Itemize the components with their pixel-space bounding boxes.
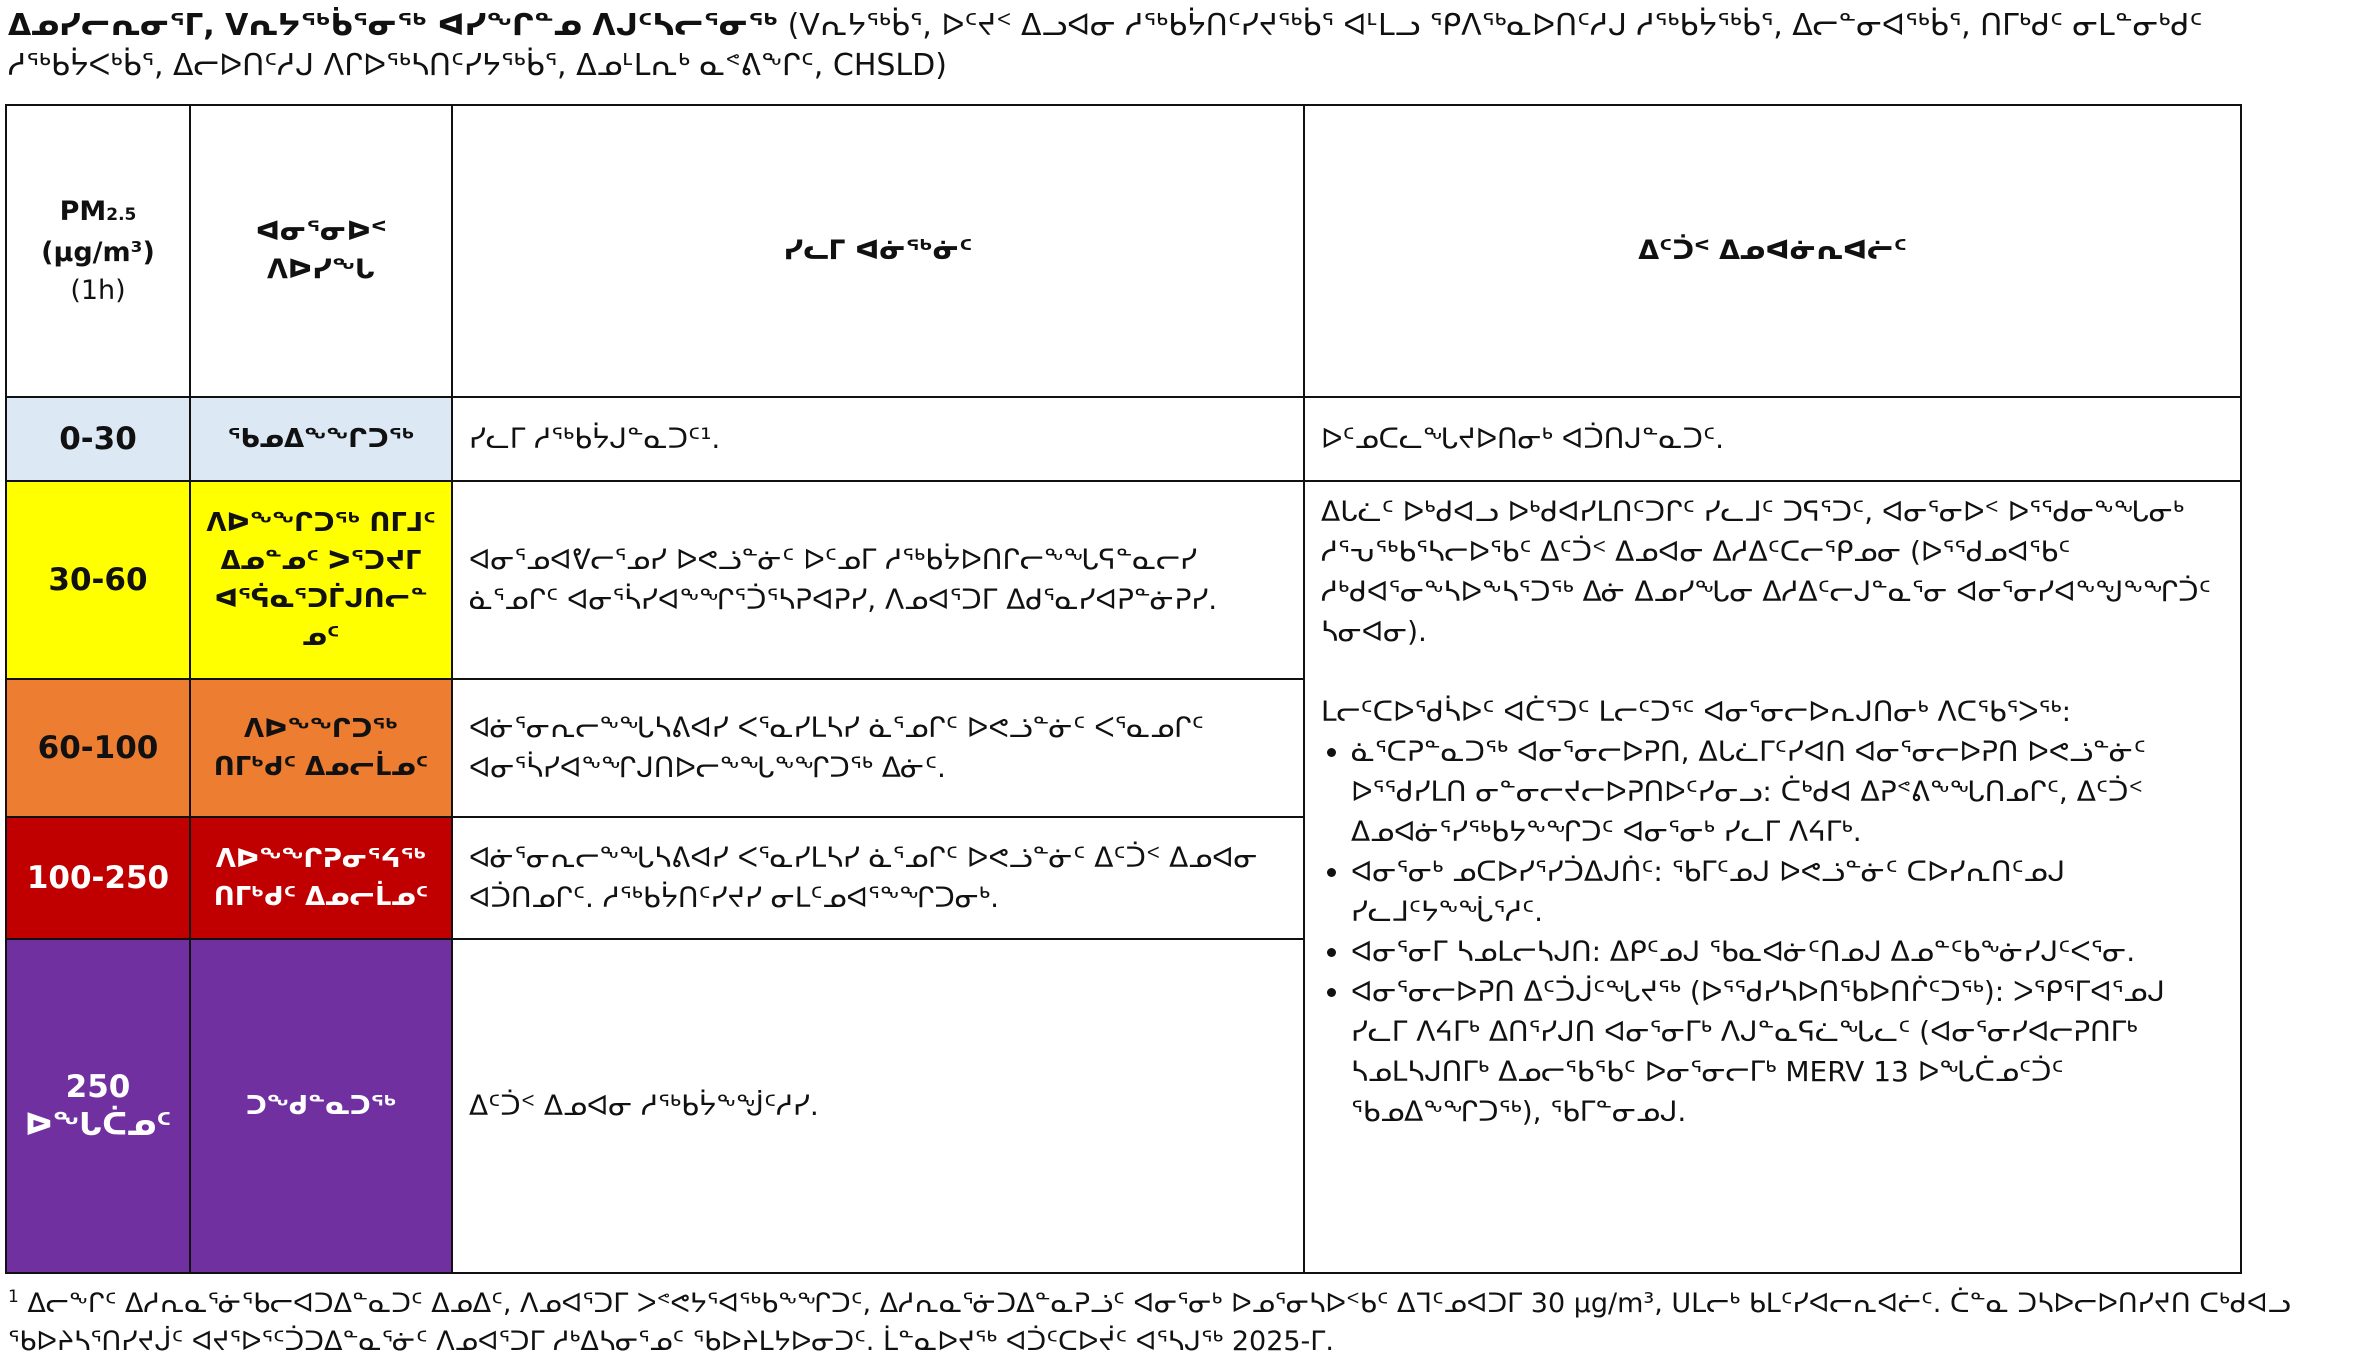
quality-cell: ᐱᐅᖕᖏᕈᓂᕐᔦᖅ ᑎᒥᒃᑯᑦ ᐃᓄᓕᒫᓄᑦ [190, 817, 452, 939]
air-quality-table [5, 104, 2242, 1274]
header-pm-label: PM [59, 195, 107, 227]
quality-cell: ᐱᐅᖕᖏᑐᖅ ᑎᒥᒃᑯᑦ ᐃᓄᓕᒫᓄᑦ [190, 679, 452, 817]
list-item: • ᐊᓂᕐᓂᒃ ᓄᑕᐅᓯᕐᓯᑑᐃᒍᑏᑦ: ᖃᒥᑦᓄᒍ ᐅᕙᓘᓐᓃᑦ ᑕᐅᓯᕆᑎᑦᓄᒍ ᓯᓚᒧᑦᔭᖕᖔᕐᓱᑦ. [1351, 852, 2224, 932]
header-row [6, 105, 2241, 397]
quality-cell: ᐱᐅᖕᖏᑐᖅ ᑎᒥᒧᑦ ᐃᓄᓐᓄᑦ ᐳᕐᑐᔪᒥ ᐊᕐᕌᓇᕐᑐᒦᒍᑎᓕᓐ ᓄᑦ [190, 481, 452, 679]
advice-paragraph: ᐃᒐᓛᑦ ᐅᒃᑯᐊᓗ ᐅᒃᑯᐊᓯᒪᑎᑦᑐᒋᑦ ᓯᓚᒧᑦ ᑐᕋᕐᑐᑦ, ᐊᓂᕐᓂᐅᑉ ᐅᕐᖁᓂᖕᖓᓂᒃ ᓱᕐᕃᖅᑲᕐᓴᓕᐅᕐᑲᑦ ᐃᑦᑑᑉ ᐃᓄᐊᓂ ᐃᓱᐃᑦᑕᓕᕐᑭᓄᓂ (ᐅᕐᖁᓄᐊᕐᑲᑦ ᓱᒃᑯᐊᕐᓂᖕᓴᐅᖕᓴᕐᑐᖅ ᐃᓃ ᐃᓄᓯᖓᓂ ᐃᓱᐃᑦᓕᒍᓐᓇᕐᓂ ᐊᓂᕐᓂᓯᐊᖕᖑᖕᖏᑑᑦ ᓴᓂᐊᓂ). [1321, 495, 2211, 648]
page-title [8, 6, 2358, 86]
range-cell: 250 ᐅᖓᑖᓄᑦ [6, 939, 190, 1273]
header-air-quality: ᐊᓂᕐᓂᐅᑉ ᐱᐅᓯᖓ [190, 105, 452, 397]
page-title-subtitle: (ᐯᕆᔭᖅᑳᕐ, ᐅᑦᔪᑉ ᐃᓗᐊᓂ ᓱᖅᑲᔮᑎᑦᓯᔪᖅᑳᕐ ᐊᒻᒪᓗ ᕿᐱᖅᓇᐅᑎᑦᓱᒍ ᓱᖅᑲᔮᖅᑳᕐ, ᐃᓕᓐᓂᐊᖅᑳᕐ, ᑎᒥᒃᑯᑦ ᓂᒪᓐᓂᒃᑯᑦ ᓱᖅᑲᔮᐸᒃᑳᕐ, ᐃᓕᐅᑎᑦᓱᒍ ᐱᒋᐅᖅᓴᑎᑦᓯᔭᖅᑳᕐ, ᐃᓄᒻᒪᕆᒃ ᓇᕝᕕᖕᒋᑦ, CHSLD) [8, 8, 2203, 83]
footnote [8, 1278, 2358, 1361]
list-item: • ᓈᕐᑕᕈᓐᓇᑐᖅ ᐊᓂᕐᓂᓕᐅᕈᑎ, ᐃᒐᓛᒥᑦᓯᐊᑎ ᐊᓂᕐᓂᓕᐅᕈᑎ ᐅᕙᓘᓐᓃᑦ ᐅᕐᖁᓯᒪᑎ ᓂᓐᓂᓕᔪᓕᐅᕈᑎᐅᑦᓯᓂᓗ: ᑖᒃᑯᐊ ᐃᕈᕝᕕᖕᖓᑎᓄᒋᑦ, ᐃᑦᑑᑉ ᐃᓄᐊᓃᕐᓯᖅᑲᔭᖕᖏᑐᑦ ᐊᓂᕐᓂᒃ ᓯᓚᒥ ᐱᔦᒥᒃ. [1351, 732, 2224, 852]
footnote-marker: 1 [8, 1287, 19, 1307]
header-pm-subscript: 2.5 [106, 204, 137, 225]
range-cell: 30-60 [6, 481, 190, 679]
footnote-text: ᐃᓕᖕᒋᑦ ᐃᓱᕆᓇᕐᓃᕐᑲᓕᐊᑐᐃᓐᓇᑐᑦ ᐃᓄᐃᑦ, ᐱᓄᐊᕐᑐᒥ ᐳᕝᕙᔭᕐᐊᖅᑲᖕᖏᑐᑦ, ᐃᓱᕆᓇᕐᓃᑐᐃᓐᓇᕈᓘᑦ ᐊᓂᕐᓂᒃ ᐅᓄᕐᓂᓴᐅᑉᑲᑦ ᐃᒣᑦᓄᐊᑐᒥ 30 μg/m³, ᑌᒪᓕᒃ ᑲᒪᑦᓯᐊᓕᕆᐊᓖᑦ. ᑖᓐᓇ ᑐᓴᐅᓕᐅᑎᓯᔪᑎ ᑕᒃᑯᐊᓗ ᖃᐅᔨᓴᕐᑎᓯᔪᒎᑦ ᐊᔪᕐᐅᕐᑦᑑᑐᐃᓐᓇᕐᓃᑦ ᐱᓄᐊᕐᑐᒥ ᓱᒃᐃᓴᓂᕐᓄᑦ ᖃᐅᔨᒪᔭᐅᓂᑐᑦ. ᒫᓐᓇᐅᔪᖅ ᐊᑑᑦᑕᐅᔫᑦ ᐊᕐᓴᒍᖅ 2025-ᒥ. [8, 1288, 2291, 1357]
range-cell: 100-250 [6, 817, 190, 939]
page-title-main: ᐃᓄᓯᓕᕆᓂᕐᒥ, ᐯᕆᔭᖅᑳᕐᓂᖅ ᐊᓯᖏᓐᓄ ᐱᒍᑦᓴᓕᕐᓂᖅ [8, 8, 779, 43]
list-item: • ᐊᓂᕐᓂᓕᐅᕈᑎ ᐃᑦᑑᒎᑦᖓᔪᖅ (ᐅᕐᖁᓯᓴᐅᑎᖃᐅᑎᒌᑦᑐᖅ): ᐳᕿᕐᒥᐊᕐᓄᒍ ᓯᓚᒥ ᐱᔦᒥᒃ ᐃᑎᕐᓯᒍᑎ ᐊᓂᕐᓂᒥᒃ ᐱᒍᓐᓇᕋᓛᖓᓚᑦ (ᐊᓂᕐᓂᓯᐊᓕᕈᑎᒥᒃ ᓴᓄᒪᓴᒍᑎᒥᒃ ᐃᓄᓕᖃᕐᑲᑦ ᐅᓂᕐᓂᓕᒥᒃ MERV 13 ᐅᖓᑖᓄᑦᑑᑦ ᖃᓄᐃᖕᖏᑐᖅ), ᖃᒥᓐᓂᓄᒍ. [1351, 972, 2224, 1132]
advice-cell [1304, 481, 2241, 1273]
table-row [6, 481, 2241, 679]
advice-list [1321, 732, 2224, 1132]
general-cell: ᐊᓃᕐᓂᕆᓕᖕᖓᓴᕕᐊᓯ ᐸᕐᓇᓯᒪᓴᓯ ᓈᕐᓄᒋᑦ ᐅᕙᓘᓐᓃᑦ ᐸᕐᓇᓄᒋᑦ ᐊᓂᕐᓵᓯᐊᖕᖏᒍᑎᐅᓕᖕᖓᖕᖏᑐᖅ ᐃᓃᑦ. [452, 679, 1304, 817]
quality-cell: ᖃᓄᐃᖕᖏᑐᖅ [190, 397, 452, 481]
general-cell: ᐊᓃᕐᓂᕆᓕᖕᖓᓴᕕᐊᓯ ᐸᕐᓇᓯᒪᓴᓯ ᓈᕐᓄᒋᑦ ᐅᕙᓘᓐᓃᑦ ᐃᑦᑑᑉ ᐃᓄᐊᓂ ᐊᑑᑎᓄᒋᑦ. ᓱᖅᑲᔮᑎᑦᓯᔪᓯ ᓂᒪᑦᓄᐊᕐᖕᖏᑐᓂᒃ. [452, 817, 1304, 939]
general-cell: ᐊᓂᕐᓄᐊᕓᓕᕐᓄᓯ ᐅᕙᓘᓐᓃᑦ ᐅᑦᓄᒥ ᓱᖅᑲᔮᐅᑎᒋᓕᖕᖓᕋᓐᓇᓕᓯ ᓈᕐᓄᒋᑦ ᐊᓂᕐᓵᓯᐊᖕᖏᕐᑑᕐᓴᕈᐊᕈᓯ, ᐱᓄᐊᕐᑐᒥ ᐃᑯᕐᓇᓯᐊᕈᓐᓃᕈᓯ. [452, 481, 1304, 679]
general-cell: ᓯᓚᒥ ᓱᖅᑲᔮᒍᓐᓇᑐᑦ¹. [452, 397, 1304, 481]
header-pm-unit: (μg/m³) [41, 236, 155, 268]
range-cell: 60-100 [6, 679, 190, 817]
advice-cell-good: ᐅᑦᓄᑕᓚᖓᔪᐅᑎᓂᒃ ᐊᑑᑎᒍᓐᓇᑐᑦ. [1304, 397, 2241, 481]
header-pm-period: (1h) [70, 274, 126, 306]
table-row [6, 397, 2241, 481]
list-item: • ᐊᓂᕐᓂᒥ ᓴᓄᒪᓕᓴᒍᑎ: ᐃᑭᑦᓄᒍ ᖃᓇᐊᓃᑦᑎᓄᒍ ᐃᓄᓐᑦᑲᖕᓃᓯᒍᑦᐸᕐᓂ. [1351, 932, 2224, 972]
header-general-population: ᓯᓚᒥ ᐊᓃᖅᓃᑦ [452, 105, 1304, 397]
header-indoor-advice: ᐃᑦᑑᑉ ᐃᓄᐊᓃᕆᐊᓖᑦ [1304, 105, 2241, 397]
advice-list-intro: ᒪᓕᑦᑕᐅᕐᑯᓵᐅᑦ ᐊᑖᕐᑐᑦ ᒪᓕᑦᑐᕐᑦ ᐊᓂᕐᓂᓕᐅᕆᒍᑎᓂᒃ ᐱᑕᖃᕐᐳᖅ: [1321, 695, 2072, 728]
range-cell: 0-30 [6, 397, 190, 481]
general-cell: ᐃᑦᑑᑉ ᐃᓄᐊᓂ ᓱᖅᑲᔮᖕᖒᑦᓱᓯ. [452, 939, 1304, 1273]
quality-cell: ᑐᖕᑯᓐᓇᑐᖅ [190, 939, 452, 1273]
header-pm25 [6, 105, 190, 397]
